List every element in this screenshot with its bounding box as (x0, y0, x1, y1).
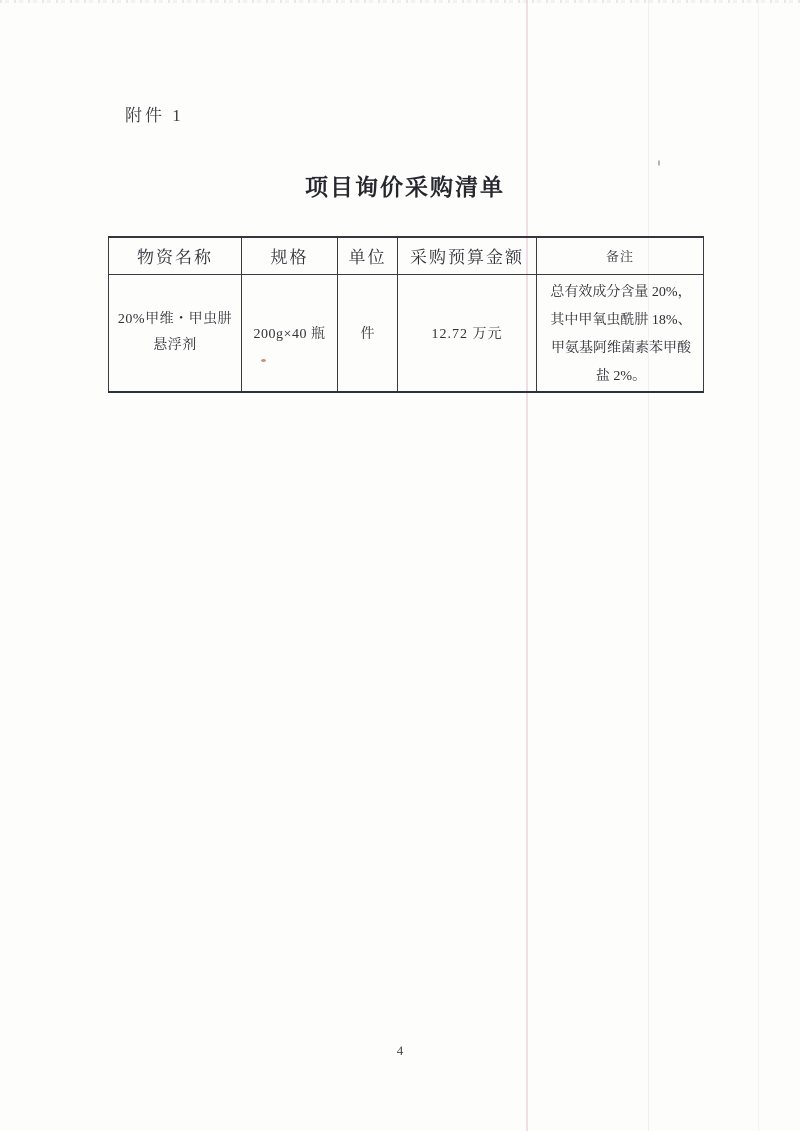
cell-remarks: 总有效成分含量 20%，其中甲氧虫酰肼 18%、甲氨基阿维菌素苯甲酸盐 2%。 (537, 274, 704, 392)
header-remarks: 备注 (537, 237, 704, 274)
cell-specification: 200g×40 瓶 (242, 274, 338, 392)
table-row (109, 274, 704, 392)
table-header-row (109, 237, 704, 274)
header-material-name: 物资名称 (109, 237, 242, 274)
page-title: 项目询价采购清单 (305, 175, 505, 200)
procurement-table (108, 236, 704, 393)
header-specification: 规格 (242, 237, 338, 274)
header-unit: 单位 (338, 237, 398, 274)
cell-unit: 件 (338, 274, 398, 392)
cell-budget: 12.72 万元 (398, 274, 537, 392)
scan-speck-gray (658, 160, 660, 166)
page-number: 4 (396, 1043, 404, 1058)
scan-edge-noise (0, 0, 800, 3)
header-budget: 采购预算金额 (398, 237, 537, 274)
cell-material-name: 20%甲维・甲虫肼悬浮剂 (109, 274, 242, 392)
attachment-label: 附件 1 (125, 106, 184, 125)
